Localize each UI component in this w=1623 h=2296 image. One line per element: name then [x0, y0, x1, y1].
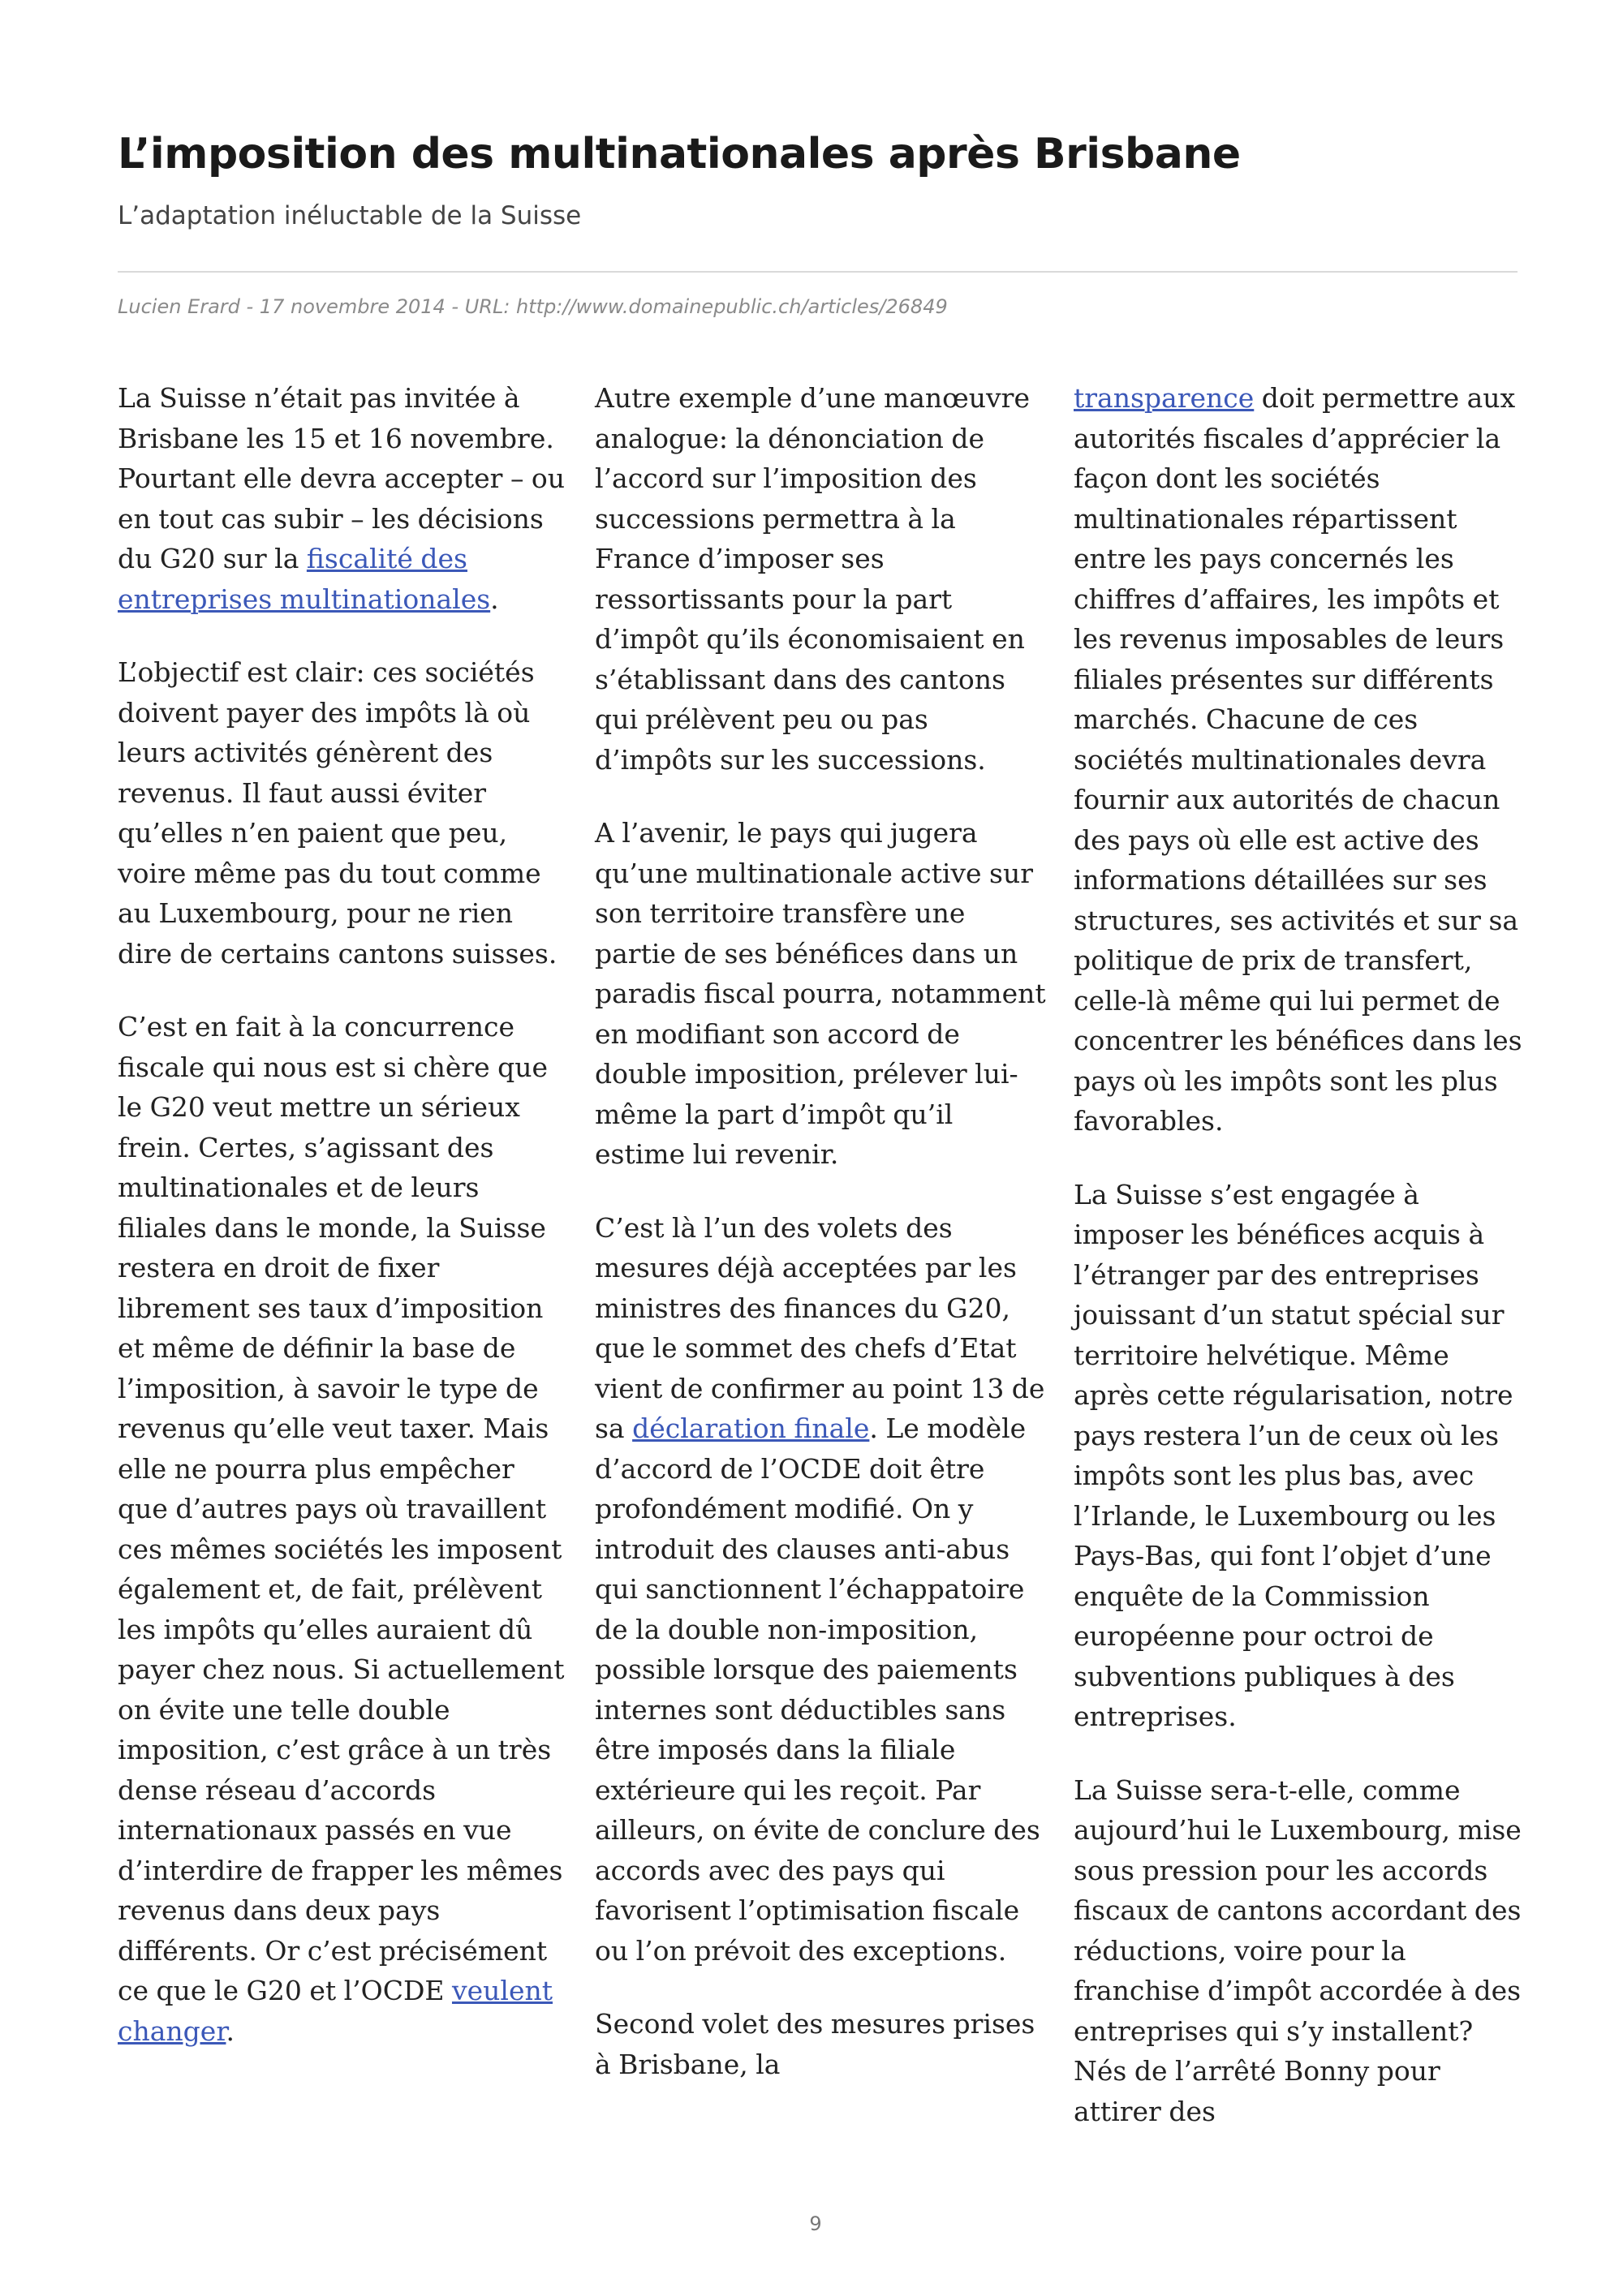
paragraph: L’objectif est clair: ces sociétés doivent payer des impôts là où leurs activités génèrent des revenus. Il faut aussi éviter qu’elles n’en paient que peu, voire même pas du tout comme au Luxembourg, pour ne rien dire de certains cantons suisses.: [118, 656, 558, 970]
paragraph: Second volet des mesures prises à Brisbane, la: [595, 2008, 1035, 2080]
article-meta: Lucien Erard - 17 novembre 2014 - URL: http://www.domainepublic.ch/articles/26849: [118, 295, 948, 318]
link-fiscalite-multinationales[interactable]: fiscalité des entreprises multinationales: [118, 543, 491, 615]
article-subtitle: L’adaptation inéluctable de la Suisse: [118, 201, 582, 230]
paragraph-text: doit permettre aux autorités fiscales d’apprécier la façon dont les sociétés multinationales répartissent entre les pays concernés les chiffres d’affaires, les impôts et les revenus imposables de leurs filiales présentes sur différents marchés. Chacune de ces sociétés multinationales devra fournir aux autorités de chacun des pays où elle est active des informations détaillées sur ses structures, ses activités et sur sa politique de prix de transfert, celle-là même qui lui permet de concentrer les bénéfices dans les pays où les impôts sont les plus favorables.: [1074, 382, 1522, 1137]
paragraph-text: C’est en fait à la concurrence fiscale qui nous est si chère que le G20 veut mettre un sérieux frein. Certes, s’agissant des multinationales et de leurs filiales dans le monde, la Suisse restera en droit de fixer librement ses taux d’imposition et même de définir la base de l’imposition, à savoir le type de revenus qu’elle veut taxer. Mais elle ne pourra plus empêcher que d’autres pays où travaillent ces mêmes sociétés les imposent également et, de fait, prélèvent les impôts qu’elles auraient dû payer chez nous. Si actuellement on évite une telle double imposition, c’est grâce à un très dense réseau d’accords internationaux passés en vue d’interdire de frapper les mêmes revenus dans deux pays différents. Or c’est précisément ce que le G20 et l’OCDE: [118, 1011, 565, 2006]
paragraph: La Suisse s’est engagée à imposer les bénéfices acquis à l’étranger par des entreprises jouissant d’un statut spécial sur territoire helvétique. Même après cette régularisation, notre pays restera l’un de ceux où les impôts sont les plus bas, avec l’Irlande, le Luxembourg ou les Pays-Bas, qui font l’objet d’une enquête de la Commission européenne pour octroi de subventions publiques à des entreprises.: [1074, 1178, 1513, 1732]
link-declaration-finale[interactable]: déclaration finale: [632, 1412, 870, 1444]
paragraph: Autre exemple d’une manœuvre analogue: la dénonciation de l’accord sur l’imposition des successions permettra à la France d’imposer ses ressortissants pour la part d’impôt qu’ils économisaient en s’établissant dans des cantons qui prélèvent peu ou pas d’impôts sur les successions.: [595, 382, 1030, 776]
article-title: L’imposition des multinationales après Brisbane: [118, 130, 1241, 178]
paragraph: [118, 1007, 572, 2051]
link-transparence[interactable]: transparence: [1074, 382, 1255, 414]
paragraph: [118, 378, 572, 619]
paragraph-text: . Le modèle d’accord de l’OCDE doit être profondément modifié. On y introduit des clauses anti-abus qui sanctionnent l’échappatoire de la double non-imposition, possible lorsque des paiements internes sont déductibles sans être imposés dans la filiale extérieure qui les reçoit. Par ailleurs, on évite de conclure des accords avec des pays qui favorisent l’optimisation fiscale ou l’on prévoit des exceptions.: [595, 1412, 1040, 1967]
page-number: 9: [809, 2212, 822, 2235]
paragraph-text: .: [226, 2014, 235, 2047]
paragraph-text: La Suisse n’était pas invitée à Brisbane les 15 et 16 novembre. Pourtant elle devra accepter – ou en tout cas subir – les décisions du G20 sur la: [118, 382, 566, 574]
text-column-2: [595, 378, 1049, 2118]
paragraph: La Suisse sera-t-elle, comme aujourd’hui le Luxembourg, mise sous pression pour les accords fiscaux de cantons accordant des réductions, voire pour la franchise d’impôt accordée à des entreprises qui s’y installent? Nés de l’arrêté Bonny pour attirer des: [1074, 1774, 1522, 2127]
paragraph: A l’avenir, le pays qui jugera qu’une multinationale active sur son territoire transfère une partie de ses bénéfices dans un paradis fiscal pourra, notamment en modifiant son accord de double imposition, prélever lui-même la part d’impôt qu’il estime lui revenir.: [595, 817, 1046, 1170]
text-column-3: [1074, 378, 1530, 2165]
paragraph-text: C’est là l’un des volets des mesures déjà acceptées par les ministres des finances du G20, que le sommet des chefs d’Etat vient de confirmer au point 13 de sa: [595, 1211, 1045, 1444]
paragraph-text: .: [490, 583, 499, 615]
header-divider: [118, 271, 1518, 273]
link-veulent-changer[interactable]: veulent changer: [118, 1975, 553, 2047]
paragraph: [595, 1208, 1049, 1971]
paragraph: [1074, 378, 1530, 1142]
text-column-1: [118, 378, 572, 2084]
